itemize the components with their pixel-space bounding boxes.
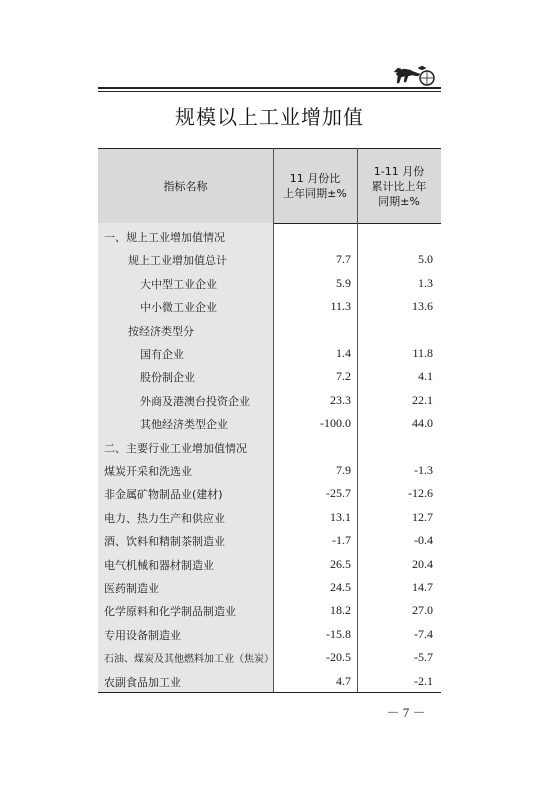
cumulative-change-value: -5.7	[414, 650, 433, 665]
month-change-value: 4.7	[336, 673, 351, 688]
table-row	[98, 249, 441, 272]
table-row	[98, 226, 441, 249]
row-label: 规上工业增加值总计	[128, 254, 227, 268]
month-change-value: 7.2	[336, 369, 351, 384]
row-label: 国有企业	[140, 348, 184, 361]
table-row	[98, 483, 441, 506]
cumulative-change-value: 14.7	[412, 580, 433, 594]
row-label: 一、规上工业增加值情况	[104, 231, 225, 244]
table-row	[98, 624, 441, 647]
cumulative-change-value: -0.4	[414, 533, 433, 548]
data-table	[98, 148, 441, 692]
month-change-value: 1.4	[336, 346, 351, 360]
row-label: 电气机械和器材制造业	[104, 558, 214, 572]
row-label: 二、主要行业工业增加值情况	[104, 441, 247, 455]
header-month-change: 11 月份比 上年同期±%	[283, 172, 347, 200]
header-indicator-name: 指标名称	[163, 179, 208, 193]
month-change-value: -100.0	[320, 416, 351, 431]
cumulative-change-value: -7.4	[414, 626, 433, 641]
month-change-value: -1.7	[332, 533, 351, 548]
header-rule-thin	[98, 91, 441, 92]
month-change-value: 23.3	[330, 392, 351, 407]
month-change-value: -15.8	[326, 626, 351, 641]
row-label: 非金属矿物制品业(建材)	[104, 488, 223, 502]
table-row	[98, 273, 441, 296]
row-label: 酒、饮料和精制茶制造业	[104, 535, 225, 549]
table-row	[98, 390, 441, 413]
table-row	[98, 343, 441, 366]
row-label: 煤炭开采和洗选业	[104, 465, 192, 478]
table-row	[98, 577, 441, 600]
table-row	[98, 296, 441, 319]
header-rule	[98, 87, 441, 89]
row-label: 中小微工业企业	[140, 301, 217, 315]
month-change-value: -25.7	[326, 486, 351, 501]
row-label: 按经济类型分	[128, 324, 194, 338]
table-row	[98, 554, 441, 577]
cumulative-change-value: 20.4	[412, 556, 433, 571]
cumulative-change-value: 1.3	[418, 275, 433, 290]
row-label: 大中型工业企业	[140, 277, 217, 291]
row-label: 化学原料和化学制品制造业	[104, 605, 236, 619]
row-label: 其他经济类型企业	[140, 418, 228, 432]
month-change-value: -20.5	[326, 650, 351, 665]
table-row	[98, 320, 441, 343]
table-row	[98, 366, 441, 389]
cumulative-change-value: -2.1	[414, 673, 433, 688]
table-row	[98, 413, 441, 436]
row-label: 专用设备制造业	[104, 628, 181, 642]
cumulative-change-value: -1.3	[414, 463, 433, 477]
cumulative-change-value: 11.8	[412, 346, 433, 360]
month-change-value: 24.5	[330, 580, 351, 594]
table-row	[98, 647, 441, 670]
row-label: 电力、热力生产和供应业	[104, 511, 225, 525]
page-title: 规模以上工业增加值	[175, 105, 364, 129]
cumulative-change-value: 44.0	[412, 416, 433, 431]
row-label: 股份制企业	[140, 371, 195, 385]
month-change-value: 7.9	[336, 463, 351, 477]
horse-chariot-logo	[392, 60, 436, 88]
month-change-value: 26.5	[330, 556, 351, 571]
table-bottom-rule	[98, 692, 441, 693]
row-label: 农副食品加工业	[104, 675, 181, 689]
cumulative-change-value: -12.6	[408, 486, 433, 501]
cumulative-change-value: 5.0	[418, 252, 433, 267]
cumulative-change-value: 27.0	[412, 603, 433, 618]
cumulative-change-value: 13.6	[412, 299, 433, 314]
page-number: － 7 －	[386, 705, 426, 720]
table-row	[98, 530, 441, 553]
table-row	[98, 671, 441, 694]
header-cumulative-change: 1-11 月份 累计比上年 同期±%	[371, 164, 427, 208]
table-row	[98, 437, 441, 460]
month-change-value: 13.1	[330, 509, 351, 524]
table-header	[98, 148, 441, 224]
row-label: 医药制造业	[104, 582, 159, 595]
month-change-value: 7.7	[336, 252, 351, 267]
row-label: 石油、煤炭及其他燃料加工业（焦炭）	[104, 654, 274, 666]
cumulative-change-value: 22.1	[412, 392, 433, 407]
month-change-value: 18.2	[330, 603, 351, 618]
cumulative-change-value: 4.1	[418, 369, 433, 384]
table-row	[98, 600, 441, 623]
table-row	[98, 507, 441, 530]
cumulative-change-value: 12.7	[412, 509, 433, 524]
row-label: 外商及港澳台投资企业	[140, 394, 250, 408]
table-row	[98, 460, 441, 483]
month-change-value: 11.3	[330, 299, 351, 314]
month-change-value: 5.9	[336, 275, 351, 290]
